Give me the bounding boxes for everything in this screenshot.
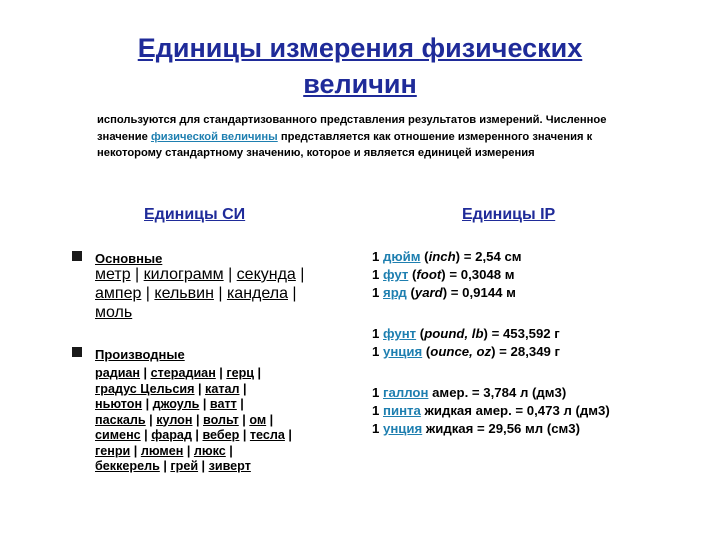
unit-link[interactable]: люмен bbox=[140, 443, 184, 458]
basic-units-list: метр | килограмм | секунда | ампер | кельвин | кандела | моль bbox=[95, 266, 305, 321]
unit-link[interactable]: галлон bbox=[383, 385, 429, 400]
unit-link[interactable]: тесла bbox=[249, 428, 285, 442]
english-name: yard bbox=[414, 285, 443, 300]
bullet-icon bbox=[72, 251, 82, 261]
unit-link[interactable]: килограмм bbox=[143, 266, 224, 283]
derived-units-label: Производные bbox=[95, 347, 185, 362]
unit-link[interactable]: пинта bbox=[383, 403, 421, 418]
unit-link[interactable]: ньютон bbox=[95, 397, 143, 411]
basic-units-label: Основные bbox=[95, 251, 163, 266]
conversion-row: 1 галлон амер. = 3,784 л (дм3) bbox=[372, 385, 567, 400]
unit-link[interactable]: паскаль bbox=[95, 412, 146, 427]
unit-link[interactable]: ватт bbox=[209, 397, 237, 411]
page-title bbox=[80, 30, 640, 102]
unit-link[interactable]: радиан bbox=[95, 366, 141, 380]
unit-link[interactable]: катал bbox=[205, 381, 240, 396]
english-name: ounce, oz bbox=[430, 344, 492, 359]
unit-link[interactable]: герц bbox=[226, 366, 255, 380]
english-name: pound, lb bbox=[424, 326, 484, 341]
unit-link[interactable]: ярд bbox=[383, 285, 407, 300]
unit-link[interactable]: сименс bbox=[95, 428, 141, 442]
ip-volume-units bbox=[372, 384, 610, 438]
derived-units-list: радиан | стерадиан | герц | градус Цельсия | катал | ньютон | джоуль | ватт | паскаль | кулон | вольт | ом | сименс | фарад | вебер | тесла | генри | люмен | люкс | беккерель | грей | зиверт bbox=[95, 366, 292, 473]
unit-link[interactable]: унция bbox=[383, 344, 423, 359]
conversion-row: 1 фунт (pound, lb) = 453,592 г bbox=[372, 326, 560, 341]
unit-link[interactable]: джоуль bbox=[152, 397, 200, 411]
ip-mass-units bbox=[372, 325, 560, 361]
conversion-row: 1 ярд (yard) = 0,9144 м bbox=[372, 285, 516, 300]
conversion-row: 1 унция (ounce, oz) = 28,349 г bbox=[372, 344, 561, 359]
unit-link[interactable]: стерадиан bbox=[150, 366, 216, 380]
conversion-row: 1 фут (foot) = 0,3048 м bbox=[372, 267, 515, 282]
title-line-1: Единицы измерения физических bbox=[137, 33, 583, 63]
conversion-row: 1 унция жидкая = 29,56 мл (см3) bbox=[372, 421, 581, 436]
unit-link[interactable]: ампер bbox=[95, 285, 142, 302]
intro-paragraph bbox=[97, 112, 657, 162]
title-line-2: величин bbox=[303, 69, 417, 99]
ip-heading: Единицы IP bbox=[462, 206, 556, 223]
intro-text-1: используются для стандартизованного представления результатов измерений. Численное значение bbox=[97, 114, 607, 143]
unit-link[interactable]: вольт bbox=[203, 412, 239, 427]
unit-link[interactable]: секунда bbox=[236, 266, 296, 283]
unit-link[interactable]: грей bbox=[170, 459, 199, 473]
unit-link[interactable]: люкс bbox=[193, 443, 226, 458]
unit-link[interactable]: градус Цельсия bbox=[95, 381, 195, 396]
unit-link[interactable]: ом bbox=[249, 412, 267, 427]
conversion-row: 1 пинта жидкая амер. = 0,473 л (дм3) bbox=[372, 403, 610, 418]
intro-link-physical-quantity[interactable]: физической величины bbox=[150, 130, 278, 143]
unit-link[interactable]: моль bbox=[95, 304, 133, 321]
intro-text-2: представляется как отношение измеренного значения к некоторому стандартному значению, которое и является единицей измерения bbox=[97, 130, 593, 159]
unit-link[interactable]: дюйм bbox=[383, 249, 421, 264]
unit-link[interactable]: унция bbox=[383, 421, 423, 436]
ip-length-units bbox=[372, 248, 522, 302]
unit-link[interactable]: фут bbox=[383, 267, 409, 282]
unit-link[interactable]: генри bbox=[95, 443, 131, 458]
unit-link[interactable]: фарад bbox=[151, 428, 192, 442]
bullet-icon bbox=[72, 347, 82, 357]
english-name: inch bbox=[428, 249, 456, 264]
unit-link[interactable]: метр bbox=[95, 266, 131, 283]
unit-link[interactable]: кельвин bbox=[154, 285, 214, 302]
unit-link[interactable]: зиверт bbox=[208, 459, 251, 473]
conversion-row: 1 дюйм (inch) = 2,54 см bbox=[372, 249, 522, 264]
si-heading: Единицы СИ bbox=[144, 206, 246, 223]
unit-link[interactable]: кандела bbox=[226, 285, 288, 302]
english-name: foot bbox=[416, 267, 442, 282]
unit-link[interactable]: кулон bbox=[156, 412, 193, 427]
unit-link[interactable]: фунт bbox=[383, 326, 417, 341]
unit-link[interactable]: вебер bbox=[202, 428, 240, 442]
unit-link[interactable]: беккерель bbox=[95, 459, 160, 473]
